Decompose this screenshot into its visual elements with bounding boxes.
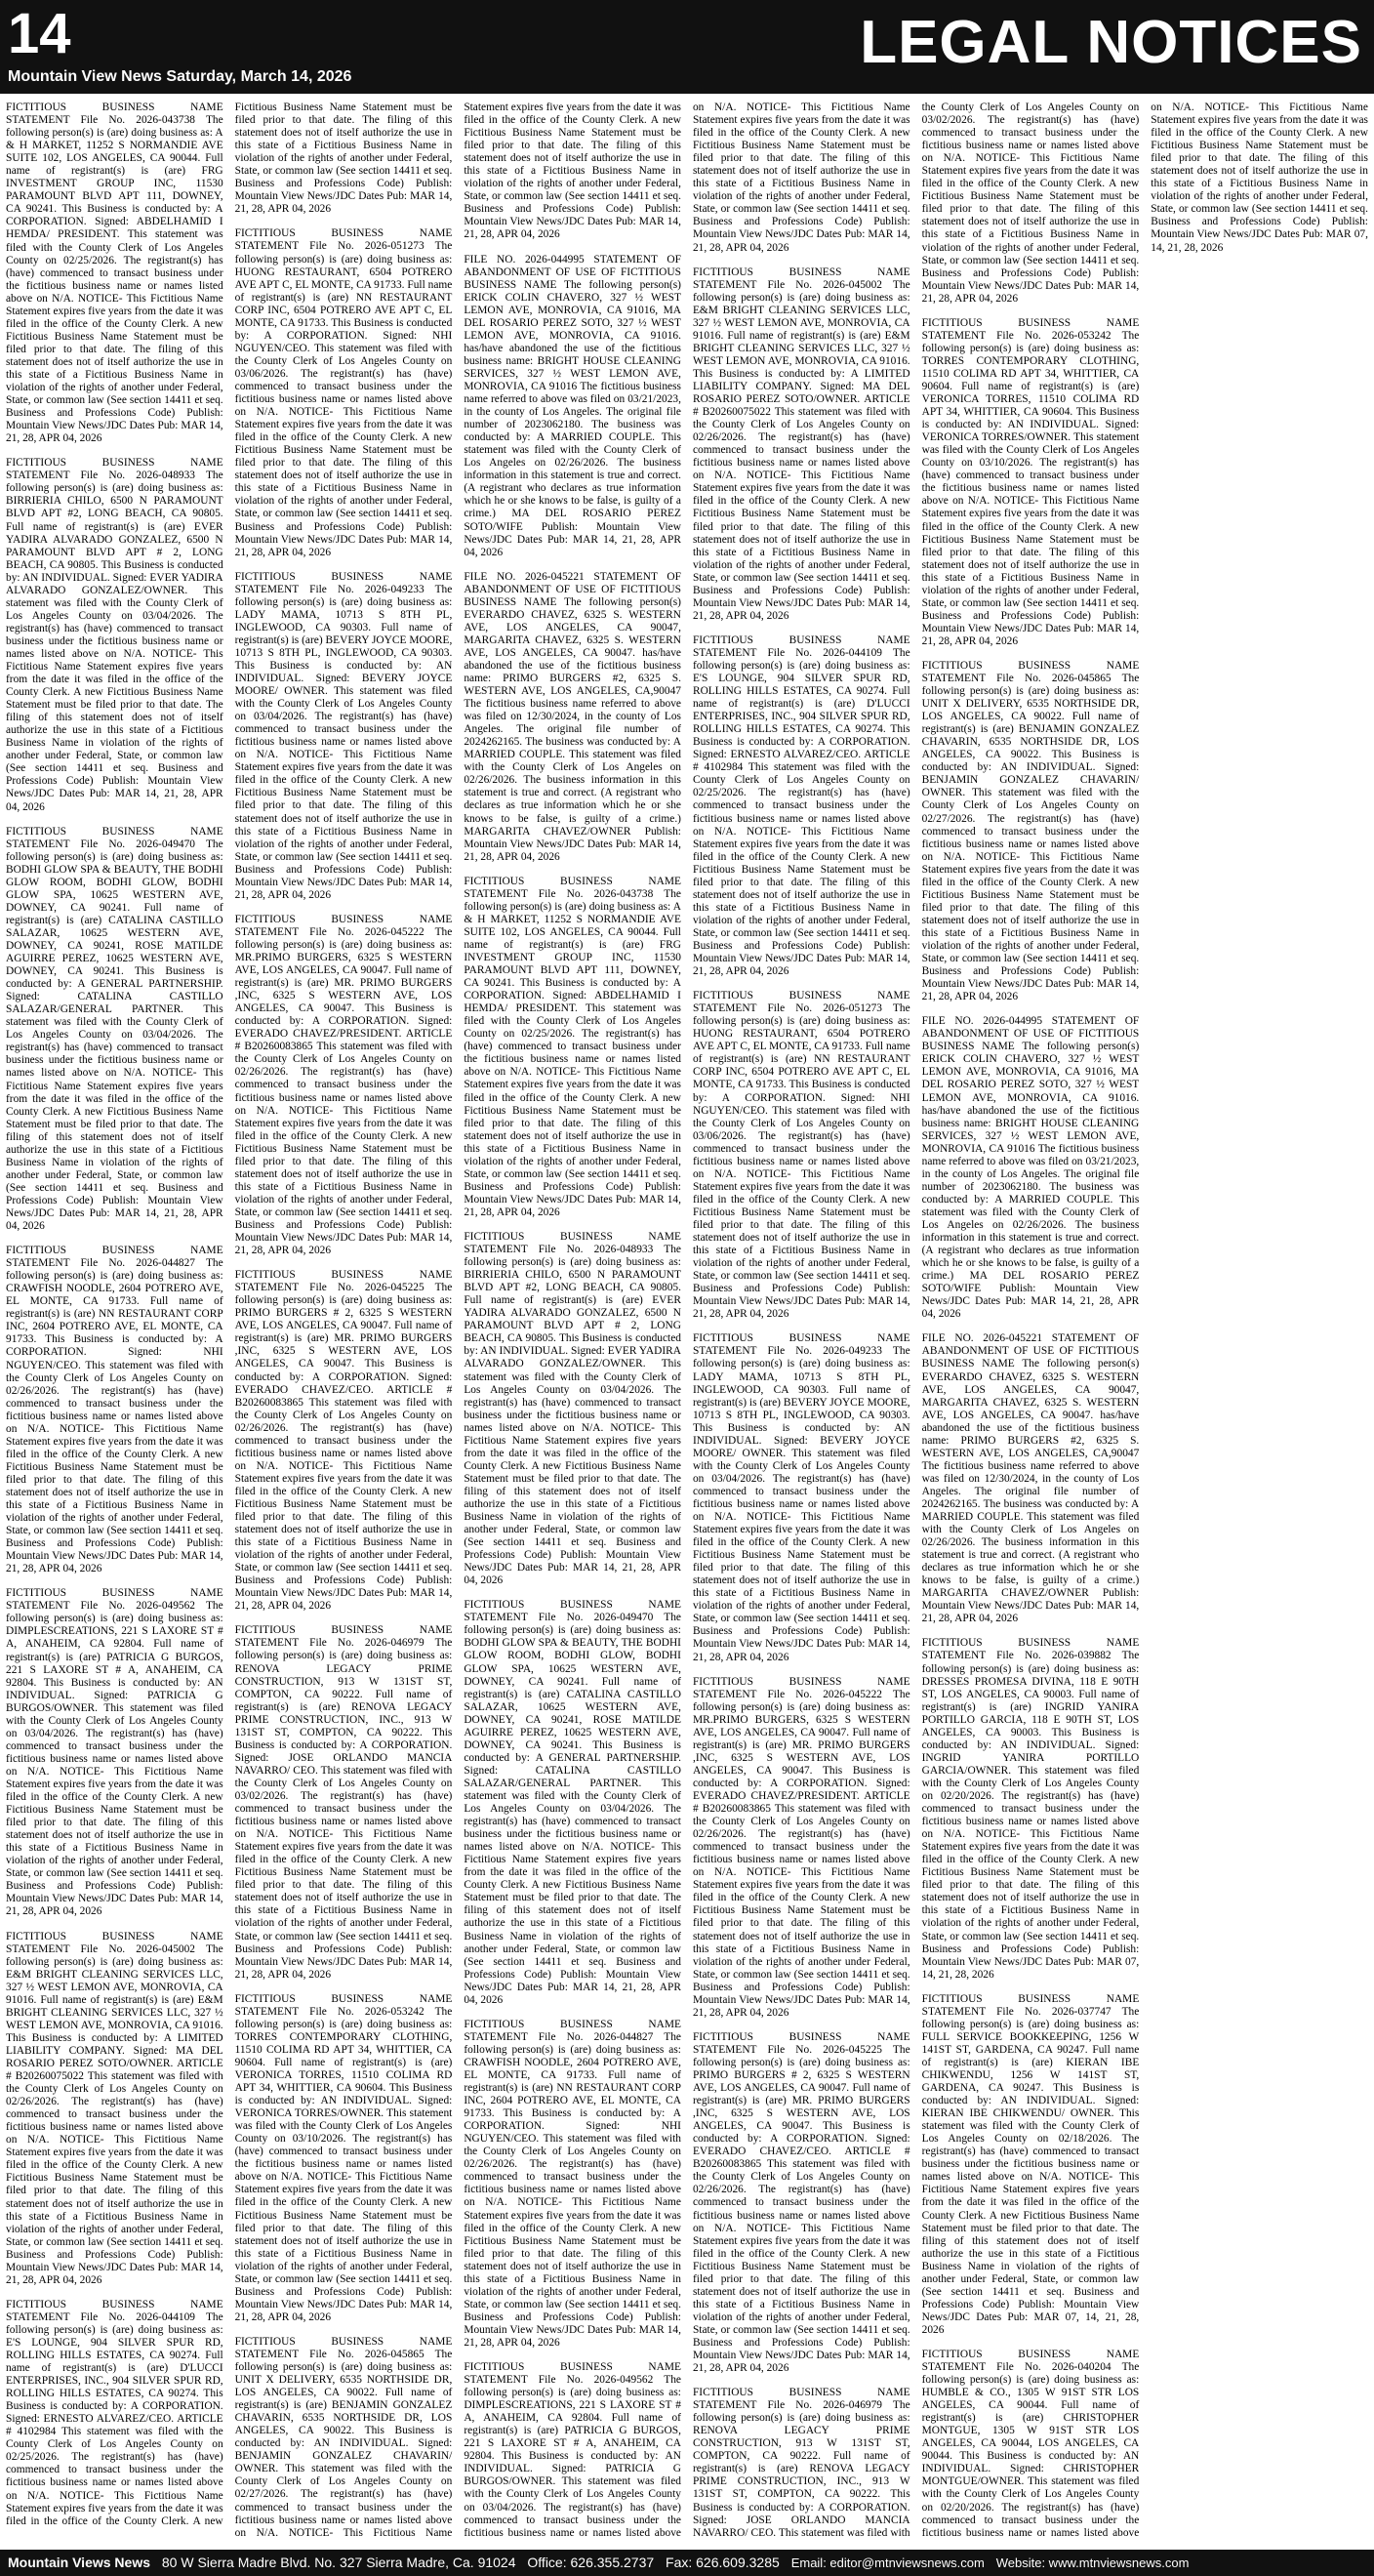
legal-notice <box>693 1676 910 2020</box>
notice-text: FICTITIOUS BUSINESS NAME STATEMENT File No. 2026-046979 The following person(s) is (are) doing business as: RENOVA LEGACY PRIME CONSTRUCTION, 913 W 131ST ST, COMPTON, CA 90222. Full name of registrant(s) is (are) RENOVA LEGACY PRIME CONSTRUCTION, INC., 913 W 131ST ST, COMPTON, CA 90222. This Business is conducted by: A CORPORATION. Signed: JOSE ORLANDO MANCIA NAVARRO/ CEO. This statement was filed with the County Clerk of Los Angeles County on 03/02/2026. The registrant(s) has (have) commenced to transact business under the fictitious business name or names listed above on N/A. NOTICE- This Fictitious Name Statement expires five years from the date it was filed in the office of the County Clerk. A new Fictitious Business Name Statement must be filed prior to that date. The filing of this statement does not of itself authorize the use in this state of a Fictitious Business Name in violation of the rights of another under Federal, State, or common law (See section 14411 et seq. Business and Professions Code) Publish: Mountain View News/JDC Dates Pub: MAR 14, 21, 28, APR 04, 2026 <box>692 102 1140 2539</box>
legal-notice <box>464 2019 681 2350</box>
legal-notice <box>6 826 223 1234</box>
notice-text: FICTITIOUS BUSINESS NAME STATEMENT File No. 2026-049562 The following person(s) is (are) doing business as: DIMPLESCREATIONS, 221 S LAXORE ST # A, ANAHEIM, CA 92804. Full name of registrant(s) is (are) PATRICIA G BURGOS, 221 S LAXORE ST # A, ANAHEIM, CA 92804. This Business is conducted by: AN INDIVIDUAL. Signed: PATRICIA G BURGOS/OWNER. This statement was filed with the County Clerk of Los Angeles County on 03/04/2026. The registrant(s) has (have) commenced to transact business under the fictitious business name or names listed above on N/A. NOTICE- This Fictitious Name Statement expires five years from the date it was filed in the office of the County Clerk. A new Fictitious Business Name Statement must be filed prior to that date. The filing of this statement does not of itself authorize the use in this state of a Fictitious Business Name in violation of the rights of another under Federal, State, or common law (See section 14411 et seq. Business and Professions Code) Publish: Mountain View News/JDC Dates Pub: MAR 14, 21, 28, APR 04, 2026 <box>464 102 910 2539</box>
legal-notice <box>6 457 223 813</box>
notice-text: FICTITIOUS BUSINESS NAME STATEMENT File No. 2026-037747 The following person(s) is (are) doing business as: FULL SERVICE BOOKKEEPING, 1256 W 141ST ST, GARDENA, CA 90247. Full name of registrant(s) is (are) KIERAN IBE CHIKWENDU, 1256 W 141ST ST, GARDENA, CA 90247. This Business is conducted by: AN INDIVIDUAL. Signed: KIERAN IBE CHIKWENDU/ OWNER. This statement was filed with the County Clerk of Los Angeles County on 02/18/2026. The registrant(s) has (have) commenced to transact business under the fictitious business name or names listed above on N/A. NOTICE- This Fictitious Name Statement expires five years from the date it was filed in the office of the County Clerk. A new Fictitious Business Name Statement must be filed prior to that date. The filing of this statement does not of itself authorize the use in this state of a Fictitious Business Name in violation of the rights of another under Federal, State, or common law (See section 14411 et seq. Business and Professions Code) Publish: Mountain View News/JDC Dates Pub: MAR 07, 14, 21, 28, 2026 <box>921 1992 1140 2336</box>
notice-text: FICTITIOUS BUSINESS NAME STATEMENT File No. 2026-051273 The following person(s) is (are) doing business as: HUONG RESTAURANT, 6504 POTRERO AVE APT C, EL MONTE, CA 91733. Full name of registrant(s) is (are) NN RESTAURANT CORP INC, 6504 POTRERO AVE APT C, EL MONTE, CA 91733. This Business is conducted by: A CORPORATION. Signed: NHI NGUYEN/CEO. This statement was filed with the County Clerk of Los Angeles County on 03/06/2026. The registrant(s) has (have) commenced to transact business under the fictitious business name or names listed above on N/A. NOTICE- This Fictitious Name Statement expires five years from the date it was filed in the office of the County Clerk. A new Fictitious Business Name Statement must be filed prior to that date. The filing of this statement does not of itself authorize the use in this state of a Fictitious Business Name in violation of the rights of another under Federal, State, or common law (See section 14411 et seq. Business and Professions Code) Publish: Mountain View News/JDC Dates Pub: MAR 14, 21, 28, APR 04, 2026 <box>692 990 910 1321</box>
notice-text: FILE NO. 2026-045221 STATEMENT OF ABANDONMENT OF USE OF FICTITIOUS BUSINESS NAME The following person(s) EVERARDO CHAVEZ, 6325 S. WESTERN AVE, LOS ANGELES, CA 90047, MARGARITA CHAVEZ, 6325 S. WESTERN AVE, LOS ANGELES, CA 90047. has/have abandoned the use of the fictitious business name: PRIMO BURGERS #2, 6325 S. WESTERN AVE, LOS ANGELES, CA,90047 The fictitious business name referred to above was filed on 12/30/2024, in the county of Los Angeles. The original file number of 2024262165. The business was conducted by: A MARRIED COUPLE. This statement was filed with the County Clerk of Los Angeles on 02/26/2026. The business information in this statement is true and correct. (A registrant who declares as true information which he or she knows to be false, is guilty of a crime.) MARGARITA CHAVEZ/OWNER Publish: Mountain View News/JDC Dates Pub: MAR 14, 21, 28, APR 04, 2026 <box>464 570 681 863</box>
notice-text: FICTITIOUS BUSINESS NAME STATEMENT File No. 2026-048933 The following person(s) is (are) doing business as: BIRRIERIA CHILO, 6500 N PARAMOUNT BLVD APT #2, LONG BEACH, CA 90805. Full name of registrant(s) is (are) EVER YADIRA ALVARADO GONZALEZ, 6500 N PARAMOUNT BLVD APT # 2, LONG BEACH, CA 90805. This Business is conducted by: AN INDIVIDUAL. Signed: EVER YADIRA ALVARADO GONZALEZ/OWNER. This statement was filed with the County Clerk of Los Angeles County on 03/04/2026. The registrant(s) has (have) commenced to transact business under the fictitious business name or names listed above on N/A. NOTICE- This Fictitious Name Statement expires five years from the date it was filed in the office of the County Clerk. A new Fictitious Business Name Statement must be filed prior to that date. The filing of this statement does not of itself authorize the use in this state of a Fictitious Business Name in violation of the rights of another under Federal, State, or common law (See section 14411 et seq. Business and Professions Code) Publish: Mountain View News/JDC Dates Pub: MAR 14, 21, 28, APR 04, 2026 <box>6 457 223 813</box>
notice-text: FICTITIOUS BUSINESS NAME STATEMENT File No. 2026-045222 The following person(s) is (are) doing business as: MR.PRIMO BURGERS, 6325 S WESTERN AVE, LOS ANGELES, CA 90047. Full name of registrant(s) is (are) MR. PRIMO BURGERS ,INC, 6325 S WESTERN AVE, LOS ANGELES, CA 90047. This Business is conducted by: A CORPORATION. Signed: EVERADO CHAVEZ/PRESIDENT. ARTICLE # B20260083865 This statement was filed with the County Clerk of Los Angeles County on 02/26/2026. The registrant(s) has (have) commenced to transact business under the fictitious business name or names listed above on N/A. NOTICE- This Fictitious Name Statement expires five years from the date it was filed in the office of the County Clerk. A new Fictitious Business Name Statement must be filed prior to that date. The filing of this statement does not of itself authorize the use in this state of a Fictitious Business Name in violation of the rights of another under Federal, State, or common law (See section 14411 et seq. Business and Professions Code) Publish: Mountain View News/JDC Dates Pub: MAR 14, 21, 28, APR 04, 2026 <box>692 1675 910 2019</box>
legal-notice <box>6 1587 223 1918</box>
notice-text: FICTITIOUS BUSINESS NAME STATEMENT File No. 2026-043738 The following person(s) is (are) doing business as: A & H MARKET, 11252 S NORMANDIE AVE SUITE 102, LOS ANGELES, CA 90044. Full name of registrant(s) is (are) FRG INVESTMENT GROUP INC, 11530 PARAMOUNT BLVD APT 111, DOWNEY, CA 90241. This Business is conducted by: A CORPORATION. Signed: ABDELHAMID I HEMDA/ PRESIDENT. This statement was filed with the County Clerk of Los Angeles County on 02/25/2026. The registrant(s) has (have) commenced to transact business under the fictitious business name or names listed above on N/A. NOTICE- This Fictitious Name Statement expires five years from the date it was filed in the office of the County Clerk. A new Fictitious Business Name Statement must be filed prior to that date. The filing of this statement does not of itself authorize the use in this state of a Fictitious Business Name in violation of the rights of another under Federal, State, or common law (See section 14411 et seq. Business and Professions Code) Publish: Mountain View News/JDC Dates Pub: MAR 14, 21, 28, APR 04, 2026 <box>6 102 223 445</box>
legal-notice <box>464 571 681 864</box>
legal-notice <box>464 1231 681 1587</box>
notice-text: FICTITIOUS BUSINESS NAME STATEMENT File No. 2026-045222 The following person(s) is (are) doing business as: MR.PRIMO BURGERS, 6325 S WESTERN AVE, LOS ANGELES, CA 90047. Full name of registrant(s) is (are) MR. PRIMO BURGERS ,INC, 6325 S WESTERN AVE, LOS ANGELES, CA 90047. This Business is conducted by: A CORPORATION. Signed: EVERADO CHAVEZ/PRESIDENT. ARTICLE # B20260083865 This statement was filed with the County Clerk of Los Angeles County on 02/26/2026. The registrant(s) has (have) commenced to transact business under the fictitious business name or names listed above on N/A. NOTICE- This Fictitious Name Statement expires five years from the date it was filed in the office of the County Clerk. A new Fictitious Business Name Statement must be filed prior to that date. The filing of this statement does not of itself authorize the use in this state of a Fictitious Business Name in violation of the rights of another under Federal, State, or common law (See section 14411 et seq. Business and Professions Code) Publish: Mountain View News/JDC Dates Pub: MAR 14, 21, 28, APR 04, 2026 <box>234 913 453 1257</box>
notice-text: FICTITIOUS BUSINESS NAME STATEMENT File No. 2026-044109 The following person(s) is (are) doing business as: E'S LOUNGE, 904 SILVER SPUR RD, ROLLING HILLS ESTATES, CA 90274. Full name of registrant(s) is (are) D'LUCCI ENTERPRISES, INC., 904 SILVER SPUR RD, ROLLING HILLS ESTATES, CA 90274. This Business is conducted by: A CORPORATION. Signed: ERNESTO ALVAREZ/CEO. ARTICLE # 4102984 This statement was filed with the County Clerk of Los Angeles County on 02/25/2026. The registrant(s) has (have) commenced to transact business under the fictitious business name or names listed above on N/A. NOTICE- This Fictitious Name Statement expires five years from the date it was filed in the office of the County Clerk. A new Fictitious Business Name Statement must be filed prior to that date. The filing of this statement does not of itself authorize the use in this state of a Fictitious Business Name in violation of the rights of another under Federal, State, or common law (See section 14411 et seq. Business and Professions Code) Publish: Mountain View News/JDC Dates Pub: MAR 14, 21, 28, APR 04, 2026 <box>6 102 453 2527</box>
notice-text: FICTITIOUS BUSINESS NAME STATEMENT File No. 2026-044109 The following person(s) is (are) doing business as: E'S LOUNGE, 904 SILVER SPUR RD, ROLLING HILLS ESTATES, CA 90274. Full name of registrant(s) is (are) D'LUCCI ENTERPRISES, INC., 904 SILVER SPUR RD, ROLLING HILLS ESTATES, CA 90274. This Business is conducted by: A CORPORATION. Signed: ERNESTO ALVAREZ/CEO. ARTICLE # 4102984 This statement was filed with the County Clerk of Los Angeles County on 02/25/2026. The registrant(s) has (have) commenced to transact business under the fictitious business name or names listed above on N/A. NOTICE- This Fictitious Name Statement expires five years from the date it was filed in the office of the County Clerk. A new Fictitious Business Name Statement must be filed prior to that date. The filing of this statement does not of itself authorize the use in this state of a Fictitious Business Name in violation of the rights of another under Federal, State, or common law (See section 14411 et seq. Business and Professions Code) Publish: Mountain View News/JDC Dates Pub: MAR 14, 21, 28, APR 04, 2026 <box>692 634 910 978</box>
notice-text: FICTITIOUS BUSINESS NAME STATEMENT File No. 2026-044827 The following person(s) is (are) doing business as: CRAWFISH NOODLE, 2604 POTRERO AVE, EL MONTE, CA 91733. Full name of registrant(s) is (are) NN RESTAURANT CORP INC, 2604 POTRERO AVE, EL MONTE, CA 91733. This Business is conducted by: A CORPORATION. Signed: NHI NGUYEN/CEO. This statement was filed with the County Clerk of Los Angeles County on 02/26/2026. The registrant(s) has (have) commenced to transact business under the fictitious business name or names listed above on N/A. NOTICE- This Fictitious Name Statement expires five years from the date it was filed in the office of the County Clerk. A new Fictitious Business Name Statement must be filed prior to that date. The filing of this statement does not of itself authorize the use in this state of a Fictitious Business Name in violation of the rights of another under Federal, State, or common law (See section 14411 et seq. Business and Professions Code) Publish: Mountain View News/JDC Dates Pub: MAR 14, 21, 28, APR 04, 2026 <box>464 2018 681 2349</box>
notice-text: FICTITIOUS BUSINESS NAME STATEMENT File No. 2026-049562 The following person(s) is (are) doing business as: DIMPLESCREATIONS, 221 S LAXORE ST # A, ANAHEIM, CA 92804. Full name of registrant(s) is (are) PATRICIA G BURGOS, 221 S LAXORE ST # A, ANAHEIM, CA 92804. This Business is conducted by: AN INDIVIDUAL. Signed: PATRICIA G BURGOS/OWNER. This statement was filed with the County Clerk of Los Angeles County on 03/04/2026. The registrant(s) has (have) commenced to transact business under the fictitious business name or names listed above on N/A. NOTICE- This Fictitious Name Statement expires five years from the date it was filed in the office of the County Clerk. A new Fictitious Business Name Statement must be filed prior to that date. The filing of this statement does not of itself authorize the use in this state of a Fictitious Business Name in violation of the rights of another under Federal, State, or common law (See section 14411 et seq. Business and Professions Code) Publish: Mountain View News/JDC Dates Pub: MAR 14, 21, 28, APR 04, 2026 <box>6 1587 223 1918</box>
legal-notice <box>693 1332 910 1663</box>
notice-text: FICTITIOUS BUSINESS NAME STATEMENT File No. 2026-045002 The following person(s) is (are) doing business as: E&M BRIGHT CLEANING SERVICES LLC, 327 ½ WEST LEMON AVE, MONROVIA, CA 91016. Full name of registrant(s) is (are) E&M BRIGHT CLEANING SERVICES LLC, 327 ½ WEST LEMON AVE, MONROVIA, CA 91016. This Business is conducted by: A LIMITED LIABILITY COMPANY. Signed: MA DEL ROSARIO PEREZ SOTO/OWNER. ARTICLE # B20260075022 This statement was filed with the County Clerk of Los Angeles County on 02/26/2026. The registrant(s) has (have) commenced to transact business under the fictitious business name or names listed above on N/A. NOTICE- This Fictitious Name Statement expires five years from the date it was filed in the office of the County Clerk. A new Fictitious Business Name Statement must be filed prior to that date. The filing of this statement does not of itself authorize the use in this state of a Fictitious Business Name in violation of the rights of another under Federal, State, or common law (See section 14411 et seq. Business and Professions Code) Publish: Mountain View News/JDC Dates Pub: MAR 14, 21, 28, APR 04, 2026 <box>692 266 910 622</box>
legal-notice <box>235 571 453 902</box>
legal-notice <box>693 266 910 623</box>
notice-text: FILE NO. 2026-044995 STATEMENT OF ABANDONMENT OF USE OF FICTITIOUS BUSINESS NAME The following person(s) ERICK COLIN CHAVERO, 327 ½ WEST LEMON AVE, MONROVIA, CA 91016, MA DEL ROSARIO PEREZ SOTO, 327 ½ WEST LEMON AVE, MONROVIA, CA 91016. has/have abandoned the use of the fictitious business name: BRIGHT HOUSE CLEANING SERVICES, 327 ½ WEST LEMON AVE, MONROVIA, CA 91016 The fictitious business name referred to above was filed on 03/21/2023, in the county of Los Angeles. The original file number of 2023062180. The business was conducted by: A MARRIED COUPLE. This statement was filed with the County Clerk of Los Angeles on 02/26/2026. The business information in this statement is true and correct. (A registrant who declares as true information which he or she knows to be false, is guilty of a crime.) MA DEL ROSARIO PEREZ SOTO/WIFE Publish: Mountain View News/JDC Dates Pub: MAR 14, 21, 28, APR 04, 2026 <box>464 253 681 558</box>
footer-office: Office: 626.355.2737 <box>527 2555 655 2570</box>
notice-text: FILE NO. 2026-044995 STATEMENT OF ABANDONMENT OF USE OF FICTITIOUS BUSINESS NAME The following person(s) ERICK COLIN CHAVERO, 327 ½ WEST LEMON AVE, MONROVIA, CA 91016, MA DEL ROSARIO PEREZ SOTO, 327 ½ WEST LEMON AVE, MONROVIA, CA 91016. has/have abandoned the use of the fictitious business name: BRIGHT HOUSE CLEANING SERVICES, 327 ½ WEST LEMON AVE, MONROVIA, CA 91016 The fictitious business name referred to above was filed on 03/21/2023, in the county of Los Angeles. The original file number of 2023062180. The business was conducted by: A MARRIED COUPLE. This statement was filed with the County Clerk of Los Angeles on 02/26/2026. The business information in this statement is true and correct. (A registrant who declares as true information which he or she knows to be false, is guilty of a crime.) MA DEL ROSARIO PEREZ SOTO/WIFE Publish: Mountain View News/JDC Dates Pub: MAR 14, 21, 28, APR 04, 2026 <box>921 1015 1140 1321</box>
footer-website: Website: www.mtnviewsnews.com <box>995 2556 1190 2570</box>
notice-text: FICTITIOUS BUSINESS NAME STATEMENT File No. 2026-045225 The following person(s) is (are) doing business as: PRIMO BURGERS # 2, 6325 S WESTERN AVE, LOS ANGELES, CA 90047. Full name of registrant(s) is (are) MR. PRIMO BURGERS ,INC, 6325 S WESTERN AVE, LOS ANGELES, CA 90047. This Business is conducted by: A CORPORATION. Signed: EVERADO CHAVEZ/CEO. ARTICLE # B20260083865 This statement was filed with the County Clerk of Los Angeles County on 02/26/2026. The registrant(s) has (have) commenced to transact business under the fictitious business name or names listed above on N/A. NOTICE- This Fictitious Name Statement expires five years from the date it was filed in the office of the County Clerk. A new Fictitious Business Name Statement must be filed prior to that date. The filing of this statement does not of itself authorize the use in this state of a Fictitious Business Name in violation of the rights of another under Federal, State, or common law (See section 14411 et seq. Business and Professions Code) Publish: Mountain View News/JDC Dates Pub: MAR 14, 21, 28, APR 04, 2026 <box>234 1269 453 1613</box>
notice-text: FICTITIOUS BUSINESS NAME STATEMENT File No. 2026-048933 The following person(s) is (are) doing business as: BIRRIERIA CHILO, 6500 N PARAMOUNT BLVD APT #2, LONG BEACH, CA 90805. Full name of registrant(s) is (are) EVER YADIRA ALVARADO GONZALEZ, 6500 N PARAMOUNT BLVD APT # 2, LONG BEACH, CA 90805. This Business is conducted by: AN INDIVIDUAL. Signed: EVER YADIRA ALVARADO GONZALEZ/OWNER. This statement was filed with the County Clerk of Los Angeles County on 03/04/2026. The registrant(s) has (have) commenced to transact business under the fictitious business name or names listed above on N/A. NOTICE- This Fictitious Name Statement expires five years from the date it was filed in the office of the County Clerk. A new Fictitious Business Name Statement must be filed prior to that date. The filing of this statement does not of itself authorize the use in this state of a Fictitious Business Name in violation of the rights of another under Federal, State, or common law (See section 14411 et seq. Business and Professions Code) Publish: Mountain View News/JDC Dates Pub: MAR 14, 21, 28, APR 04, 2026 <box>464 1230 681 1587</box>
legal-notice <box>922 1993 1140 2337</box>
legal-notice <box>922 1332 1140 1625</box>
footer-address: 80 W Sierra Madre Blvd. No. 327 Sierra Madre, Ca. 91024 <box>161 2555 516 2570</box>
legal-notices-columns <box>6 102 1368 2540</box>
footer-publication: Mountain Views News <box>8 2555 150 2570</box>
notice-text: FICTITIOUS BUSINESS NAME STATEMENT File No. 2026-045865 The following person(s) is (are) doing business as: UNIT X DELIVERY, 6535 NORTHSIDE DR, LOS ANGELES, CA 90022. Full name of registrant(s) is (are) BENJAMIN GONZALEZ CHAVARIN, 6535 NORTHSIDE DR, LOS ANGELES, CA 90022. This Business is conducted by: AN INDIVIDUAL. Signed: BENJAMIN GONZALEZ CHAVARIN/ OWNER. This statement was filed with the County Clerk of Los Angeles County on 02/27/2026. The registrant(s) has (have) commenced to transact business under the fictitious business name or names listed above on N/A. NOTICE- This Fictitious Name Statement expires five years from the date it was filed in the office of the County Clerk. A new Fictitious Business Name Statement must be filed prior to that date. The filing of this statement does not of itself authorize the use in this state of a Fictitious Business Name in violation of the rights of another under Federal, State, or common law (See section 14411 et seq. Business and Professions Code) Publish: Mountain View News/JDC Dates Pub: MAR 14, 21, 28, APR 04, 2026 <box>921 659 1140 1003</box>
legal-notice <box>464 1599 681 2007</box>
legal-notice <box>922 1015 1140 1321</box>
notice-text: FICTITIOUS BUSINESS NAME STATEMENT File No. 2026-045225 The following person(s) is (are) doing business as: PRIMO BURGERS # 2, 6325 S WESTERN AVE, LOS ANGELES, CA 90047. Full name of registrant(s) is (are) MR. PRIMO BURGERS ,INC, 6325 S WESTERN AVE, LOS ANGELES, CA 90047. This Business is conducted by: A CORPORATION. Signed: EVERADO CHAVEZ/CEO. ARTICLE # B20260083865 This statement was filed with the County Clerk of Los Angeles County on 02/26/2026. The registrant(s) has (have) commenced to transact business under the fictitious business name or names listed above on N/A. NOTICE- This Fictitious Name Statement expires five years from the date it was filed in the office of the County Clerk. A new Fictitious Business Name Statement must be filed prior to that date. The filing of this statement does not of itself authorize the use in this state of a Fictitious Business Name in violation of the rights of another under Federal, State, or common law (See section 14411 et seq. Business and Professions Code) Publish: Mountain View News/JDC Dates Pub: MAR 14, 21, 28, APR 04, 2026 <box>692 2030 910 2375</box>
legal-notice <box>693 634 910 978</box>
notice-text: FICTITIOUS BUSINESS NAME STATEMENT File No. 2026-044827 The following person(s) is (are) doing business as: CRAWFISH NOODLE, 2604 POTRERO AVE, EL MONTE, CA 91733. Full name of registrant(s) is (are) NN RESTAURANT CORP INC, 2604 POTRERO AVE, EL MONTE, CA 91733. This Business is conducted by: A CORPORATION. Signed: NHI NGUYEN/CEO. This statement was filed with the County Clerk of Los Angeles County on 02/26/2026. The registrant(s) has (have) commenced to transact business under the fictitious business name or names listed above on N/A. NOTICE- This Fictitious Name Statement expires five years from the date it was filed in the office of the County Clerk. A new Fictitious Business Name Statement must be filed prior to that date. The filing of this statement does not of itself authorize the use in this state of a Fictitious Business Name in violation of the rights of another under Federal, State, or common law (See section 14411 et seq. Business and Professions Code) Publish: Mountain View News/JDC Dates Pub: MAR 14, 21, 28, APR 04, 2026 <box>6 1245 223 1575</box>
page-footer <box>0 2550 1374 2576</box>
legal-notice <box>235 227 453 558</box>
legal-notice <box>6 1931 223 2287</box>
page-number: 14 <box>8 2 71 65</box>
notice-text: FICTITIOUS BUSINESS NAME STATEMENT File No. 2026-049233 The following person(s) is (are) doing business as: LADY MAMA, 10713 S 8TH PL, INGLEWOOD, CA 90303. Full name of registrant(s) is (are) BEVERY JOYCE MOORE, 10713 S 8TH PL, INGLEWOOD, CA 90303. This Business is conducted by: AN INDIVIDUAL. Signed: BEVERY JOYCE MOORE/ OWNER. This statement was filed with the County Clerk of Los Angeles County on 03/04/2026. The registrant(s) has (have) commenced to transact business under the fictitious business name or names listed above on N/A. NOTICE- This Fictitious Name Statement expires five years from the date it was filed in the office of the County Clerk. A new Fictitious Business Name Statement must be filed prior to that date. The filing of this statement does not of itself authorize the use in this state of a Fictitious Business Name in violation of the rights of another under Federal, State, or common law (See section 14411 et seq. Business and Professions Code) Publish: Mountain View News/JDC Dates Pub: MAR 14, 21, 28, APR 04, 2026 <box>234 570 453 901</box>
page-header <box>0 0 1374 94</box>
notice-text: FICTITIOUS BUSINESS NAME STATEMENT File No. 2026-049233 The following person(s) is (are) doing business as: LADY MAMA, 10713 S 8TH PL, INGLEWOOD, CA 90303. Full name of registrant(s) is (are) BEVERY JOYCE MOORE, 10713 S 8TH PL, INGLEWOOD, CA 90303. This Business is conducted by: AN INDIVIDUAL. Signed: BEVERY JOYCE MOORE/ OWNER. This statement was filed with the County Clerk of Los Angeles County on 03/04/2026. The registrant(s) has (have) commenced to transact business under the fictitious business name or names listed above on N/A. NOTICE- This Fictitious Name Statement expires five years from the date it was filed in the office of the County Clerk. A new Fictitious Business Name Statement must be filed prior to that date. The filing of this statement does not of itself authorize the use in this state of a Fictitious Business Name in violation of the rights of another under Federal, State, or common law (See section 14411 et seq. Business and Professions Code) Publish: Mountain View News/JDC Dates Pub: MAR 14, 21, 28, APR 04, 2026 <box>692 1332 910 1663</box>
notice-text: FICTITIOUS BUSINESS NAME STATEMENT File No. 2026-040204 The following person(s) is (are) doing business as: HUMBLE & CO., 1305 W 91ST STR LOS ANGELES, CA 90044. Full name of registrant(s) is (are) CHRISTOPHER MONTGUE, 1305 W 91ST STR LOS ANGELES, CA 90044, LOS ANGELES, CA 90044. This Business is conducted by: AN INDIVIDUAL. Signed: CHRISTOPHER MONTGUE/OWNER. This statement was filed with the County Clerk of Los Angeles County on 02/20/2026. The registrant(s) has (have) commenced to transact business under the fictitious business name or names listed above on N/A. NOTICE- This Fictitious Name Statement expires five years from the date it was filed in the office of the County Clerk. A new Fictitious Business Name Statement must be filed prior to that date. The filing of this statement does not of itself authorize the use in this state of a Fictitious Business Name in violation of the rights of another under Federal, State, or common law (See section 14411 et seq. Business and Professions Code) Publish: Mountain View News/JDC Dates Pub: MAR 07, 14, 21, 28, 2026 <box>921 102 1368 2539</box>
notice-text: FICTITIOUS BUSINESS NAME STATEMENT File No. 2026-045865 The following person(s) is (are) doing business as: UNIT X DELIVERY, 6535 NORTHSIDE DR, LOS ANGELES, CA 90022. Full name of registrant(s) is (are) BENJAMIN GONZALEZ CHAVARIN, 6535 NORTHSIDE DR, LOS ANGELES, CA 90022. This Business is conducted by: AN INDIVIDUAL. Signed: BENJAMIN GONZALEZ CHAVARIN/ OWNER. This statement was filed with the County Clerk of Los Angeles County on 02/27/2026. The registrant(s) has (have) commenced to transact business under the fictitious business name or names listed above on N/A. NOTICE- This Fictitious Name Statement expires five years from the date it was filed in the office of the County Clerk. A new Fictitious Business Name Statement must be filed prior to that date. The filing of this statement does not of itself authorize the use in this state of a Fictitious Business Name in violation of the rights of another under Federal, State, or common law (See section 14411 et seq. Business and Professions Code) Publish: Mountain View News/JDC Dates Pub: MAR 14, 21, 28, APR 04, 2026 <box>234 102 681 2539</box>
legal-notice <box>922 660 1140 1003</box>
notice-text: FICTITIOUS BUSINESS NAME STATEMENT File No. 2026-053242 The following person(s) is (are) doing business as: TORRES CONTEMPORARY CLOTHING, 11510 COLIMA RD APT 34, WHITTIER, CA 90604. Full name of registrant(s) is (are) VERONICA TORRES, 11510 COLIMA RD APT 34, WHITTIER, CA 90604. This Business is conducted by: AN INDIVIDUAL. Signed: VERONICA TORRES/OWNER. This statement was filed with the County Clerk of Los Angeles County on 03/10/2026. The registrant(s) has (have) commenced to transact business under the fictitious business name or names listed above on N/A. NOTICE- This Fictitious Name Statement expires five years from the date it was filed in the office of the County Clerk. A new Fictitious Business Name Statement must be filed prior to that date. The filing of this statement does not of itself authorize the use in this state of a Fictitious Business Name in violation of the rights of another under Federal, State, or common law (See section 14411 et seq. Business and Professions Code) Publish: Mountain View News/JDC Dates Pub: MAR 14, 21, 28, APR 04, 2026 <box>921 316 1140 647</box>
legal-notice <box>693 990 910 1321</box>
legal-notice <box>235 914 453 1257</box>
legal-notice <box>922 317 1140 648</box>
notice-text: FILE NO. 2026-045221 STATEMENT OF ABANDONMENT OF USE OF FICTITIOUS BUSINESS NAME The following person(s) EVERARDO CHAVEZ, 6325 S. WESTERN AVE, LOS ANGELES, CA 90047, MARGARITA CHAVEZ, 6325 S. WESTERN AVE, LOS ANGELES, CA 90047. has/have abandoned the use of the fictitious business name: PRIMO BURGERS #2, 6325 S. WESTERN AVE, LOS ANGELES, CA,90047 The fictitious business name referred to above was filed on 12/30/2024, in the county of Los Angeles. The original file number of 2024262165. The business was conducted by: A MARRIED COUPLE. This statement was filed with the County Clerk of Los Angeles on 02/26/2026. The business information in this statement is true and correct. (A registrant who declares as true information which he or she knows to be false, is guilty of a crime.) MARGARITA CHAVEZ/OWNER Publish: Mountain View News/JDC Dates Pub: MAR 14, 21, 28, APR 04, 2026 <box>921 1332 1140 1625</box>
footer-fax: Fax: 626.609.3285 <box>666 2555 780 2570</box>
legal-notice <box>464 876 681 1219</box>
legal-notice <box>6 1245 223 1575</box>
section-title: LEGAL NOTICES <box>860 9 1362 76</box>
notice-text: FICTITIOUS BUSINESS NAME STATEMENT File No. 2026-051273 The following person(s) is (are) doing business as: HUONG RESTAURANT, 6504 POTRERO AVE APT C, EL MONTE, CA 91733. Full name of registrant(s) is (are) NN RESTAURANT CORP INC, 6504 POTRERO AVE APT C, EL MONTE, CA 91733. This Business is conducted by: A CORPORATION. Signed: NHI NGUYEN/CEO. This statement was filed with the County Clerk of Los Angeles County on 03/06/2026. The registrant(s) has (have) commenced to transact business under the fictitious business name or names listed above on N/A. NOTICE- This Fictitious Name Statement expires five years from the date it was filed in the office of the County Clerk. A new Fictitious Business Name Statement must be filed prior to that date. The filing of this statement does not of itself authorize the use in this state of a Fictitious Business Name in violation of the rights of another under Federal, State, or common law (See section 14411 et seq. Business and Professions Code) Publish: Mountain View News/JDC Dates Pub: MAR 14, 21, 28, APR 04, 2026 <box>234 227 453 558</box>
legal-notice <box>235 1993 453 2324</box>
legal-notice <box>464 254 681 559</box>
notice-text: FICTITIOUS BUSINESS NAME STATEMENT File No. 2026-049470 The following person(s) is (are) doing business as: BODHI GLOW SPA & BEAUTY, THE BODHI GLOW ROOM, BODHI GLOW, BODHI GLOW SPA, 10625 WESTERN AVE, DOWNEY, CA 90241. Full name of registrant(s) is (are) CATALINA CASTILLO SALAZAR, 10625 WESTERN AVE, DOWNEY, CA 90241, ROSE MATILDE AGUIRRE PEREZ, 10625 WESTERN AVE, DOWNEY, CA 90241. This Business is conducted by: A GENERAL PARTNERSHIP. Signed: CATALINA CASTILLO SALAZAR/GENERAL PARTNER. This statement was filed with the County Clerk of Los Angeles County on 03/04/2026. The registrant(s) has (have) commenced to transact business under the fictitious business name or names listed above on N/A. NOTICE- This Fictitious Name Statement expires five years from the date it was filed in the office of the County Clerk. A new Fictitious Business Name Statement must be filed prior to that date. The filing of this statement does not of itself authorize the use in this state of a Fictitious Business Name in violation of the rights of another under Federal, State, or common law (See section 14411 et seq. Business and Professions Code) Publish: Mountain View News/JDC Dates Pub: MAR 14, 21, 28, APR 04, 2026 <box>464 1599 681 2006</box>
notice-text: FICTITIOUS BUSINESS NAME STATEMENT File No. 2026-053242 The following person(s) is (are) doing business as: TORRES CONTEMPORARY CLOTHING, 11510 COLIMA RD APT 34, WHITTIER, CA 90604. Full name of registrant(s) is (are) VERONICA TORRES, 11510 COLIMA RD APT 34, WHITTIER, CA 90604. This Business is conducted by: AN INDIVIDUAL. Signed: VERONICA TORRES/OWNER. This statement was filed with the County Clerk of Los Angeles County on 03/10/2026. The registrant(s) has (have) commenced to transact business under the fictitious business name or names listed above on N/A. NOTICE- This Fictitious Name Statement expires five years from the date it was filed in the office of the County Clerk. A new Fictitious Business Name Statement must be filed prior to that date. The filing of this statement does not of itself authorize the use in this state of a Fictitious Business Name in violation of the rights of another under Federal, State, or common law (See section 14411 et seq. Business and Professions Code) Publish: Mountain View News/JDC Dates Pub: MAR 14, 21, 28, APR 04, 2026 <box>234 1992 453 2323</box>
notice-text: FICTITIOUS BUSINESS NAME STATEMENT File No. 2026-049470 The following person(s) is (are) doing business as: BODHI GLOW SPA & BEAUTY, THE BODHI GLOW ROOM, BODHI GLOW, BODHI GLOW SPA, 10625 WESTERN AVE, DOWNEY, CA 90241. Full name of registrant(s) is (are) CATALINA CASTILLO SALAZAR, 10625 WESTERN AVE, DOWNEY, CA 90241, ROSE MATILDE AGUIRRE PEREZ, 10625 WESTERN AVE, DOWNEY, CA 90241. This Business is conducted by: A GENERAL PARTNERSHIP. Signed: CATALINA CASTILLO SALAZAR/GENERAL PARTNER. This statement was filed with the County Clerk of Los Angeles County on 03/04/2026. The registrant(s) has (have) commenced to transact business under the fictitious business name or names listed above on N/A. NOTICE- This Fictitious Name Statement expires five years from the date it was filed in the office of the County Clerk. A new Fictitious Business Name Statement must be filed prior to that date. The filing of this statement does not of itself authorize the use in this state of a Fictitious Business Name in violation of the rights of another under Federal, State, or common law (See section 14411 et seq. Business and Professions Code) Publish: Mountain View News/JDC Dates Pub: MAR 14, 21, 28, APR 04, 2026 <box>6 825 223 1233</box>
footer-email: Email: editor@mtnviewsnews.com <box>790 2556 985 2570</box>
notice-text: FICTITIOUS BUSINESS NAME STATEMENT File No. 2026-046979 The following person(s) is (are) doing business as: RENOVA LEGACY PRIME CONSTRUCTION, 913 W 131ST ST, COMPTON, CA 90222. Full name of registrant(s) is (are) RENOVA LEGACY PRIME CONSTRUCTION, INC., 913 W 131ST ST, COMPTON, CA 90222. This Business is conducted by: A CORPORATION. Signed: JOSE ORLANDO MANCIA NAVARRO/ CEO. This statement was filed with the County Clerk of Los Angeles County on 03/02/2026. The registrant(s) has (have) commenced to transact business under the fictitious business name or names listed above on N/A. NOTICE- This Fictitious Name Statement expires five years from the date it was filed in the office of the County Clerk. A new Fictitious Business Name Statement must be filed prior to that date. The filing of this statement does not of itself authorize the use in this state of a Fictitious Business Name in violation of the rights of another under Federal, State, or common law (See section 14411 et seq. Business and Professions Code) Publish: Mountain View News/JDC Dates Pub: MAR 14, 21, 28, APR 04, 2026 <box>234 1624 453 1981</box>
legal-notice <box>235 1269 453 1613</box>
publication-date: Mountain View News Saturday, March 14, 2026 <box>8 68 352 85</box>
notice-text: FICTITIOUS BUSINESS NAME STATEMENT File No. 2026-043738 The following person(s) is (are) doing business as: A & H MARKET, 11252 S NORMANDIE AVE SUITE 102, LOS ANGELES, CA 90044. Full name of registrant(s) is (are) FRG INVESTMENT GROUP INC, 11530 PARAMOUNT BLVD APT 111, DOWNEY, CA 90241. This Business is conducted by: A CORPORATION. Signed: ABDELHAMID I HEMDA/ PRESIDENT. This statement was filed with the County Clerk of Los Angeles County on 02/25/2026. The registrant(s) has (have) commenced to transact business under the fictitious business name or names listed above on N/A. NOTICE- This Fictitious Name Statement expires five years from the date it was filed in the office of the County Clerk. A new Fictitious Business Name Statement must be filed prior to that date. The filing of this statement does not of itself authorize the use in this state of a Fictitious Business Name in violation of the rights of another under Federal, State, or common law (See section 14411 et seq. Business and Professions Code) Publish: Mountain View News/JDC Dates Pub: MAR 14, 21, 28, APR 04, 2026 <box>464 875 681 1218</box>
legal-notice <box>922 1637 1140 1981</box>
legal-notice <box>235 1624 453 1981</box>
legal-notice <box>693 2031 910 2375</box>
notice-text: FICTITIOUS BUSINESS NAME STATEMENT File No. 2026-045002 The following person(s) is (are) doing business as: E&M BRIGHT CLEANING SERVICES LLC, 327 ½ WEST LEMON AVE, MONROVIA, CA 91016. Full name of registrant(s) is (are) E&M BRIGHT CLEANING SERVICES LLC, 327 ½ WEST LEMON AVE, MONROVIA, CA 91016. This Business is conducted by: A LIMITED LIABILITY COMPANY. Signed: MA DEL ROSARIO PEREZ SOTO/OWNER. ARTICLE # B20260075022 This statement was filed with the County Clerk of Los Angeles County on 02/26/2026. The registrant(s) has (have) commenced to transact business under the fictitious business name or names listed above on N/A. NOTICE- This Fictitious Name Statement expires five years from the date it was filed in the office of the County Clerk. A new Fictitious Business Name Statement must be filed prior to that date. The filing of this statement does not of itself authorize the use in this state of a Fictitious Business Name in violation of the rights of another under Federal, State, or common law (See section 14411 et seq. Business and Professions Code) Publish: Mountain View News/JDC Dates Pub: MAR 14, 21, 28, APR 04, 2026 <box>6 1930 223 2286</box>
notice-text: FICTITIOUS BUSINESS NAME STATEMENT File No. 2026-039882 The following person(s) is (are) doing business as: DRESSES PROMESA DIVINA, 118 E 90TH ST, LOS ANGELES, CA 90003. Full name of registrant(s) is (are) INGRID YANIRA PORTILLO GARCIA, 118 E 90TH ST, LOS ANGELES, CA 90003. This Business is conducted by: AN INDIVIDUAL. Signed: INGRID YANIRA PORTILLO GARCIA/OWNER. This statement was filed with the County Clerk of Los Angeles County on 02/20/2026. The registrant(s) has (have) commenced to transact business under the fictitious business name or names listed above on N/A. NOTICE- This Fictitious Name Statement expires five years from the date it was filed in the office of the County Clerk. A new Fictitious Business Name Statement must be filed prior to that date. The filing of this statement does not of itself authorize the use in this state of a Fictitious Business Name in violation of the rights of another under Federal, State, or common law (See section 14411 et seq. Business and Professions Code) Publish: Mountain View News/JDC Dates Pub: MAR 07, 14, 21, 28, 2026 <box>921 1637 1140 1981</box>
legal-notice <box>6 102 223 445</box>
